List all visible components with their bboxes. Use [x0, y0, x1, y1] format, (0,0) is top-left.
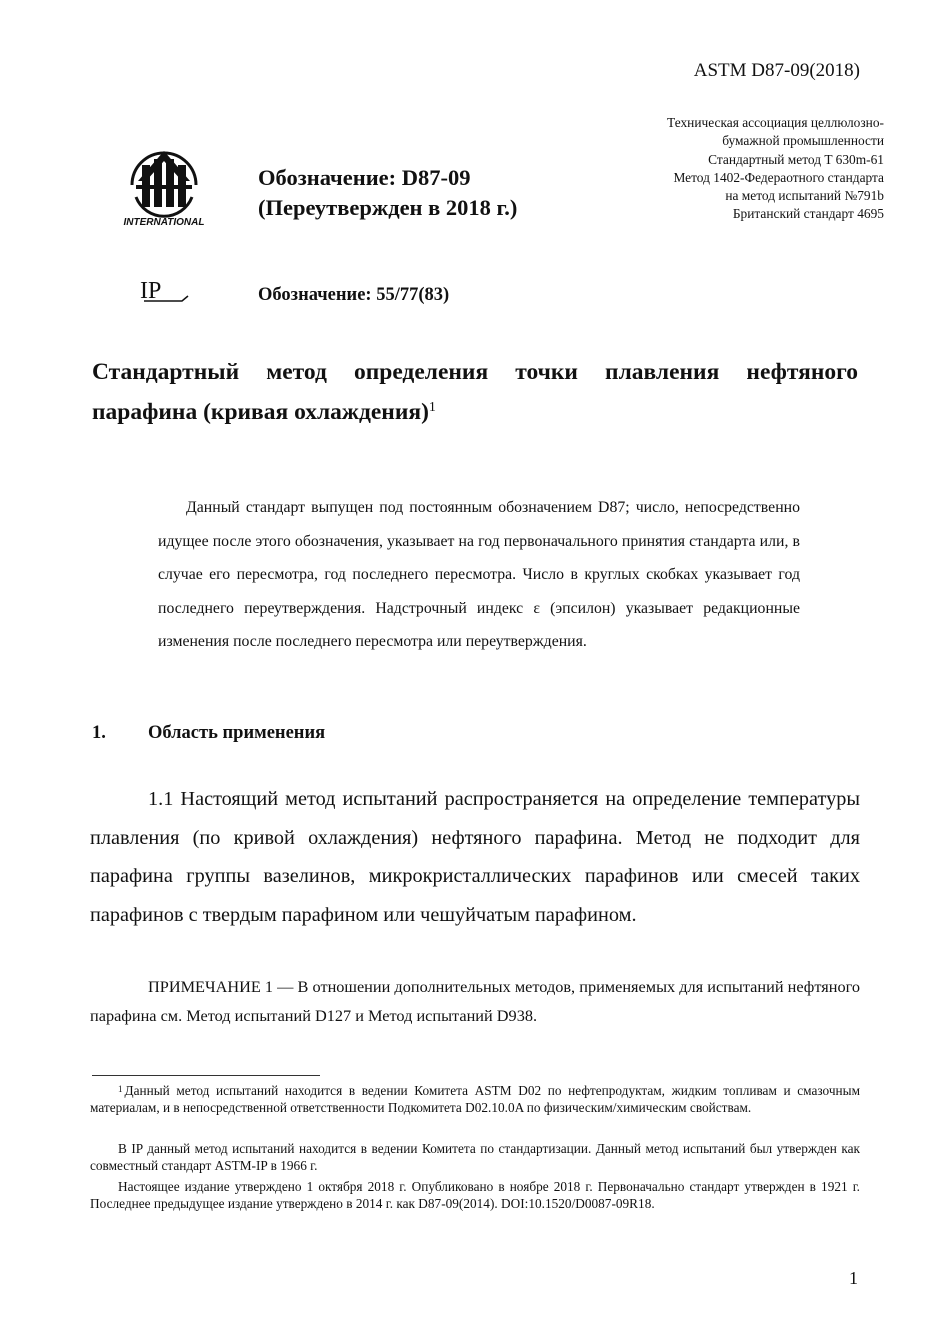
related-standard-line: Британский стандарт 4695 — [732, 206, 884, 222]
page-number: 1 — [849, 1268, 858, 1288]
designation-code: Обозначение: D87-09 — [258, 165, 471, 190]
standard-code: ASTM D87-09(2018) — [693, 60, 860, 81]
designation-block — [258, 163, 517, 223]
related-standards-block — [554, 114, 884, 224]
note-1: ПРИМЕЧАНИЕ 1 — В отношении дополнительных методов, применяемых для испытаний нефтяного парафина см. Метод испытаний D127 и Метод испытаний D938. — [90, 977, 860, 1025]
reapproval-note: (Переутвержден в 2018 г.) — [258, 195, 518, 220]
related-standard-line: на метод испытаний №791b — [725, 188, 884, 204]
related-standard-line: Метод 1402-Федераотного стандарта — [673, 169, 884, 185]
footnote-1-edition: Настоящее издание утверждено 1 октября 2018 г. Опубликовано в ноябре 2018 г. Первоначально стандарт утвержден в 1921 г. Последнее предыдущее издание утверждено в 2014 г. как D87-09(2014). DOI:10.1520/D0087-09R18. — [90, 1179, 860, 1212]
footnote-divider — [92, 1075, 320, 1076]
document-title — [92, 352, 858, 432]
related-standard-line: Техническая ассоциация целлюлозно- — [667, 115, 884, 130]
footnote-mark: 1 — [118, 1084, 123, 1094]
preface-paragraph: Данный стандарт выпущен под постоянным обозначением D87; число, непосредственно идущее после этого обозначения, указывает на год первоначального принятия стандарта или, в случае его пересмотра, год последнего пересмотра. Число в круглых скобках указывает год последнего переутверждения. Надстрочный индекс ε (эпсилон) указывает редакционные изменения после последнего пересмотра или переутверждения. — [158, 499, 800, 650]
title-footnote-mark: 1 — [428, 400, 436, 415]
paragraph-1-1: 1.1 Настоящий метод испытаний распространяется на определение температуры плавления (по кривой охлаждения) нефтяного парафина. Метод не подходит для парафина группы вазелинов, микрокристаллических парафинов или смесей таких парафинов с твердым парафином или чешуйчатым парафином. — [90, 788, 860, 926]
ip-logo — [138, 276, 194, 306]
section-title: Область применения — [148, 723, 326, 743]
astm-logo-caption: INTERNATIONAL — [123, 217, 205, 228]
related-standard-line: Стандартный метод T 630m-61 — [708, 151, 884, 167]
footnote-1-ip: В IP данный метод испытаний находится в ведении Комитета по стандартизации. Данный метод испытаний был утвержден как совместный стандарт ASTM-IP в 1966 г. — [90, 1141, 860, 1174]
related-standard-line: бумажной промышленности — [722, 133, 884, 149]
astm-logo — [118, 145, 210, 229]
title-text: Стандартный метод определения точки плавления нефтяного парафина (кривая охлаждения) — [92, 359, 858, 425]
ip-logo-letters: IP — [140, 278, 162, 304]
ip-designation: Обозначение: 55/77(83) — [258, 285, 450, 305]
footnote-1-text: Данный метод испытаний находится в ведении Комитета ASTM D02 по нефтепродуктам, жидким топливам и смазочным материалам, и в непосредственной ответственности Подкомитета D02.10.0A по физическим/химическим свойствам. — [90, 1083, 860, 1116]
section-number: 1. — [92, 723, 106, 743]
footnote-1 — [90, 1082, 860, 1117]
